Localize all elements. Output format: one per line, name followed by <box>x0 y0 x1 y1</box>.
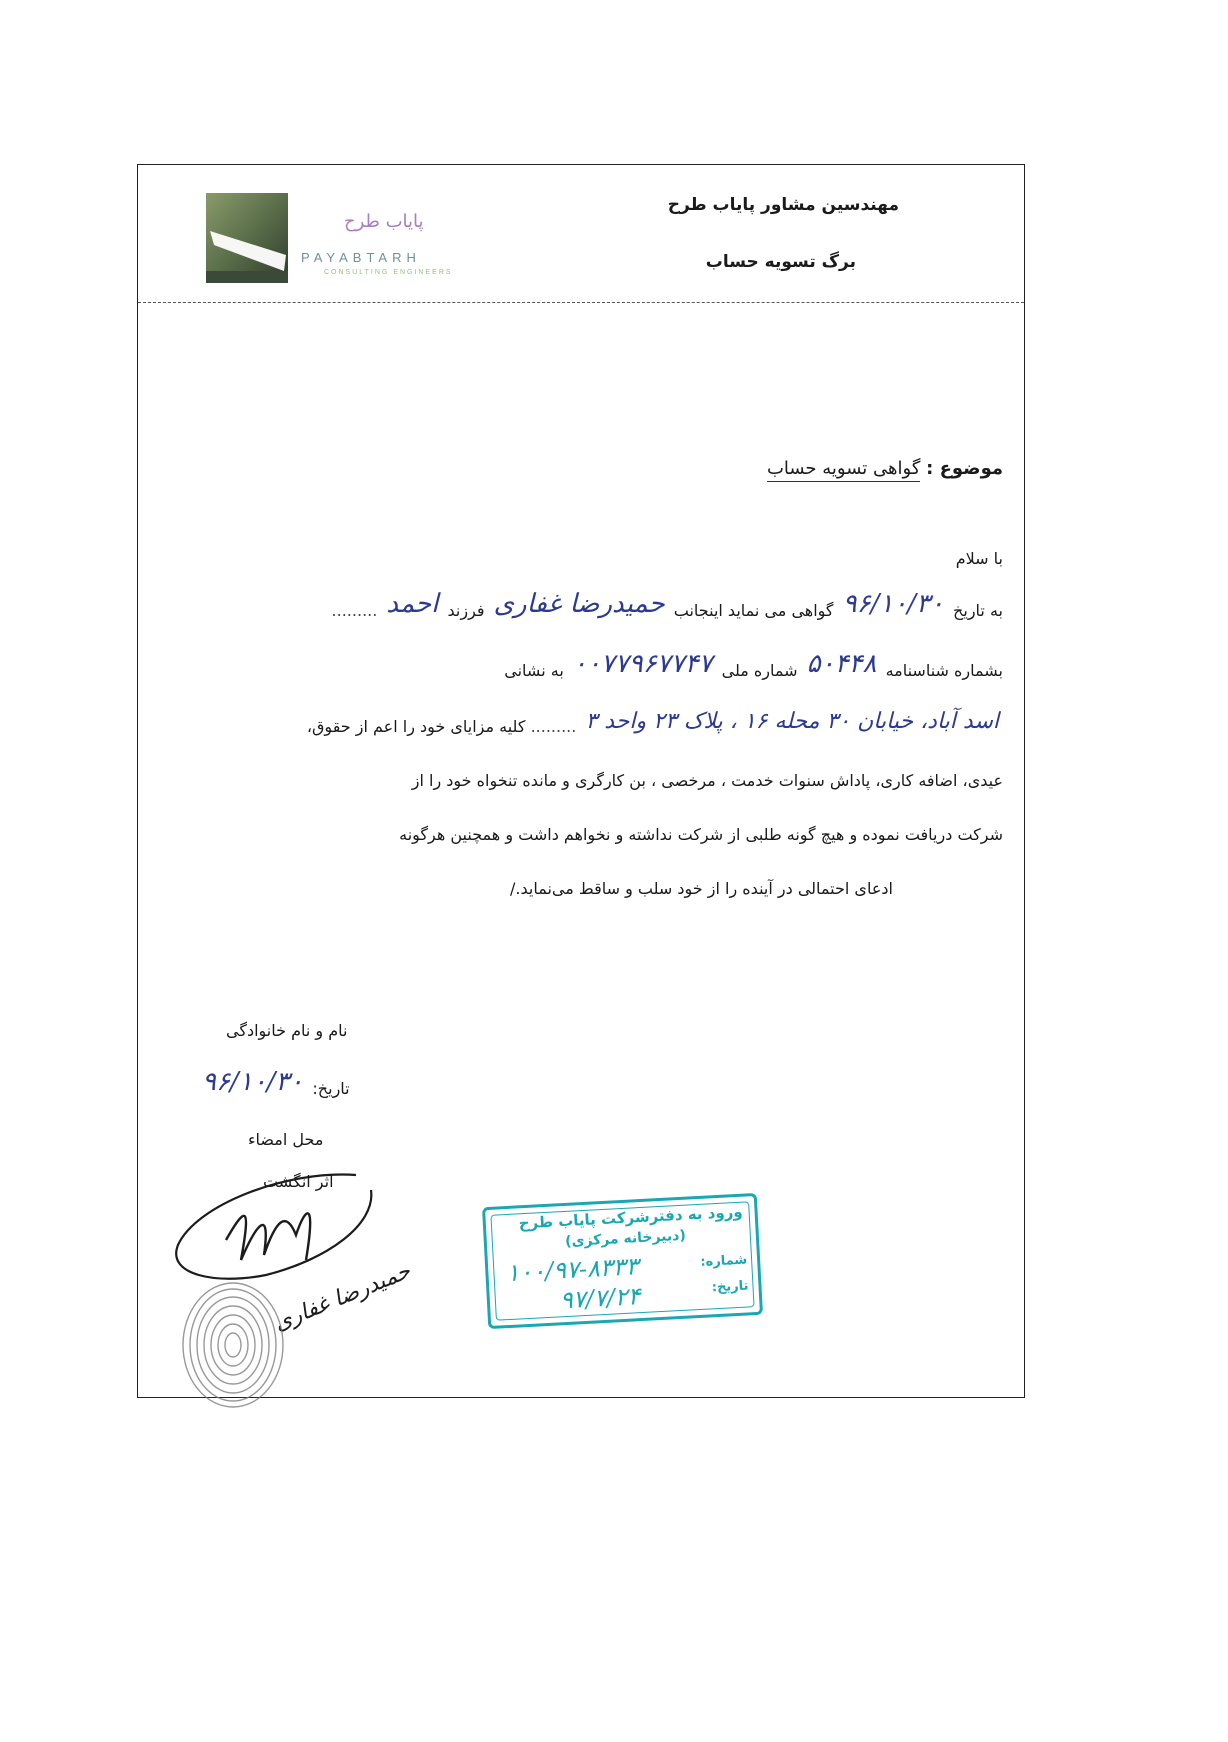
company-name: مهندسین مشاور پایاب طرح <box>667 195 899 215</box>
stamp-number-label: شماره: <box>700 1252 748 1270</box>
body-line-4: عیدی، اضافه کاری، پاداش سنوات خدمت ، مرخصی ، بن کارگری و مانده تنخواه خود را از <box>411 771 1003 790</box>
date-label: به تاریخ <box>953 601 1003 620</box>
national-id-label: شماره ملی <box>721 661 798 680</box>
subject-label: موضوع : <box>926 458 1003 479</box>
logo-persian-text: پایاب طرح <box>344 211 424 232</box>
handwritten-footer-date: ۹۶/۱۰/۳۰ <box>202 1067 304 1097</box>
handwritten-id-number: ۵۰۴۴۸ <box>806 649 877 679</box>
dotted-fill: ......... <box>331 601 378 620</box>
greeting: با سلام <box>955 549 1003 568</box>
handwritten-date: ۹۶/۱۰/۳۰ <box>842 589 944 619</box>
signature-label: محل امضاء <box>248 1130 324 1149</box>
body-line-1 <box>331 589 1003 623</box>
stamp-number-value: ۱۰۰/۹۷-۸۳۳۳ <box>505 1252 640 1288</box>
body-line-5: شرکت دریافت نموده و هیچ گونه طلبی از شرکت نداشته و نخواهم داشت و همچنین هرگونه <box>399 825 1003 844</box>
registration-stamp <box>482 1193 763 1329</box>
footer-date-label: تاریخ: <box>312 1079 350 1098</box>
name-label: نام و نام خانوادگی <box>226 1021 348 1040</box>
company-logo <box>206 193 466 283</box>
stamp-date-label: تاریخ: <box>711 1278 749 1296</box>
body-line-2 <box>504 649 1003 683</box>
logo-english-text: PAYABTARH <box>301 250 421 265</box>
certify-text: گواهی می نماید اینجانب <box>673 601 834 620</box>
footer-date <box>198 1067 350 1101</box>
form-title: برگ تسویه حساب <box>705 252 856 272</box>
signature-scribble <box>156 1165 386 1295</box>
stamp-title: ورود به دفترشرکت پایاب طرح <box>518 1202 744 1233</box>
letter-frame <box>137 164 1025 1398</box>
body-line-6: ادعای احتمالی در آینده را از خود سلب و ساقط می‌نماید./ <box>510 879 893 898</box>
logo-emblem-icon <box>206 193 288 283</box>
handwritten-national-id: ۰۰۷۷۹۶۷۷۴۷ <box>572 649 713 679</box>
header-divider <box>138 302 1024 303</box>
stamp-subtitle: (دبیرخانه مرکزی) <box>564 1227 687 1250</box>
child-of-label: فرزند <box>447 601 485 620</box>
body-line-3 <box>306 709 1003 738</box>
dotted-fill: ......... <box>530 717 577 736</box>
stamp-date-value: ۹۷/۷/۲۴ <box>559 1282 642 1315</box>
subject-value: گواهی تسویه حساب <box>767 458 920 482</box>
handwritten-address: اسد آباد، خیابان ۳۰ محله ۱۶ ، پلاک ۲۳ واحد ۳ <box>585 709 999 734</box>
fingerprint-label: اثر انگشت <box>263 1172 334 1191</box>
handwritten-father-name: احمد <box>386 589 439 619</box>
subject-line <box>767 458 1003 479</box>
fingerprint-icon <box>178 1280 288 1410</box>
address-label: به نشانی <box>504 661 564 680</box>
benefits-text: کلیه مزایای خود را اعم از حقوق، <box>306 717 526 736</box>
id-label: بشماره شناسنامه <box>885 661 1003 680</box>
handwritten-name: حمیدرضا غفاری <box>493 589 665 619</box>
handwritten-signature-name: حمیدرضا غفاری <box>270 1258 415 1337</box>
logo-subtitle: CONSULTING ENGINEERS <box>324 269 453 276</box>
